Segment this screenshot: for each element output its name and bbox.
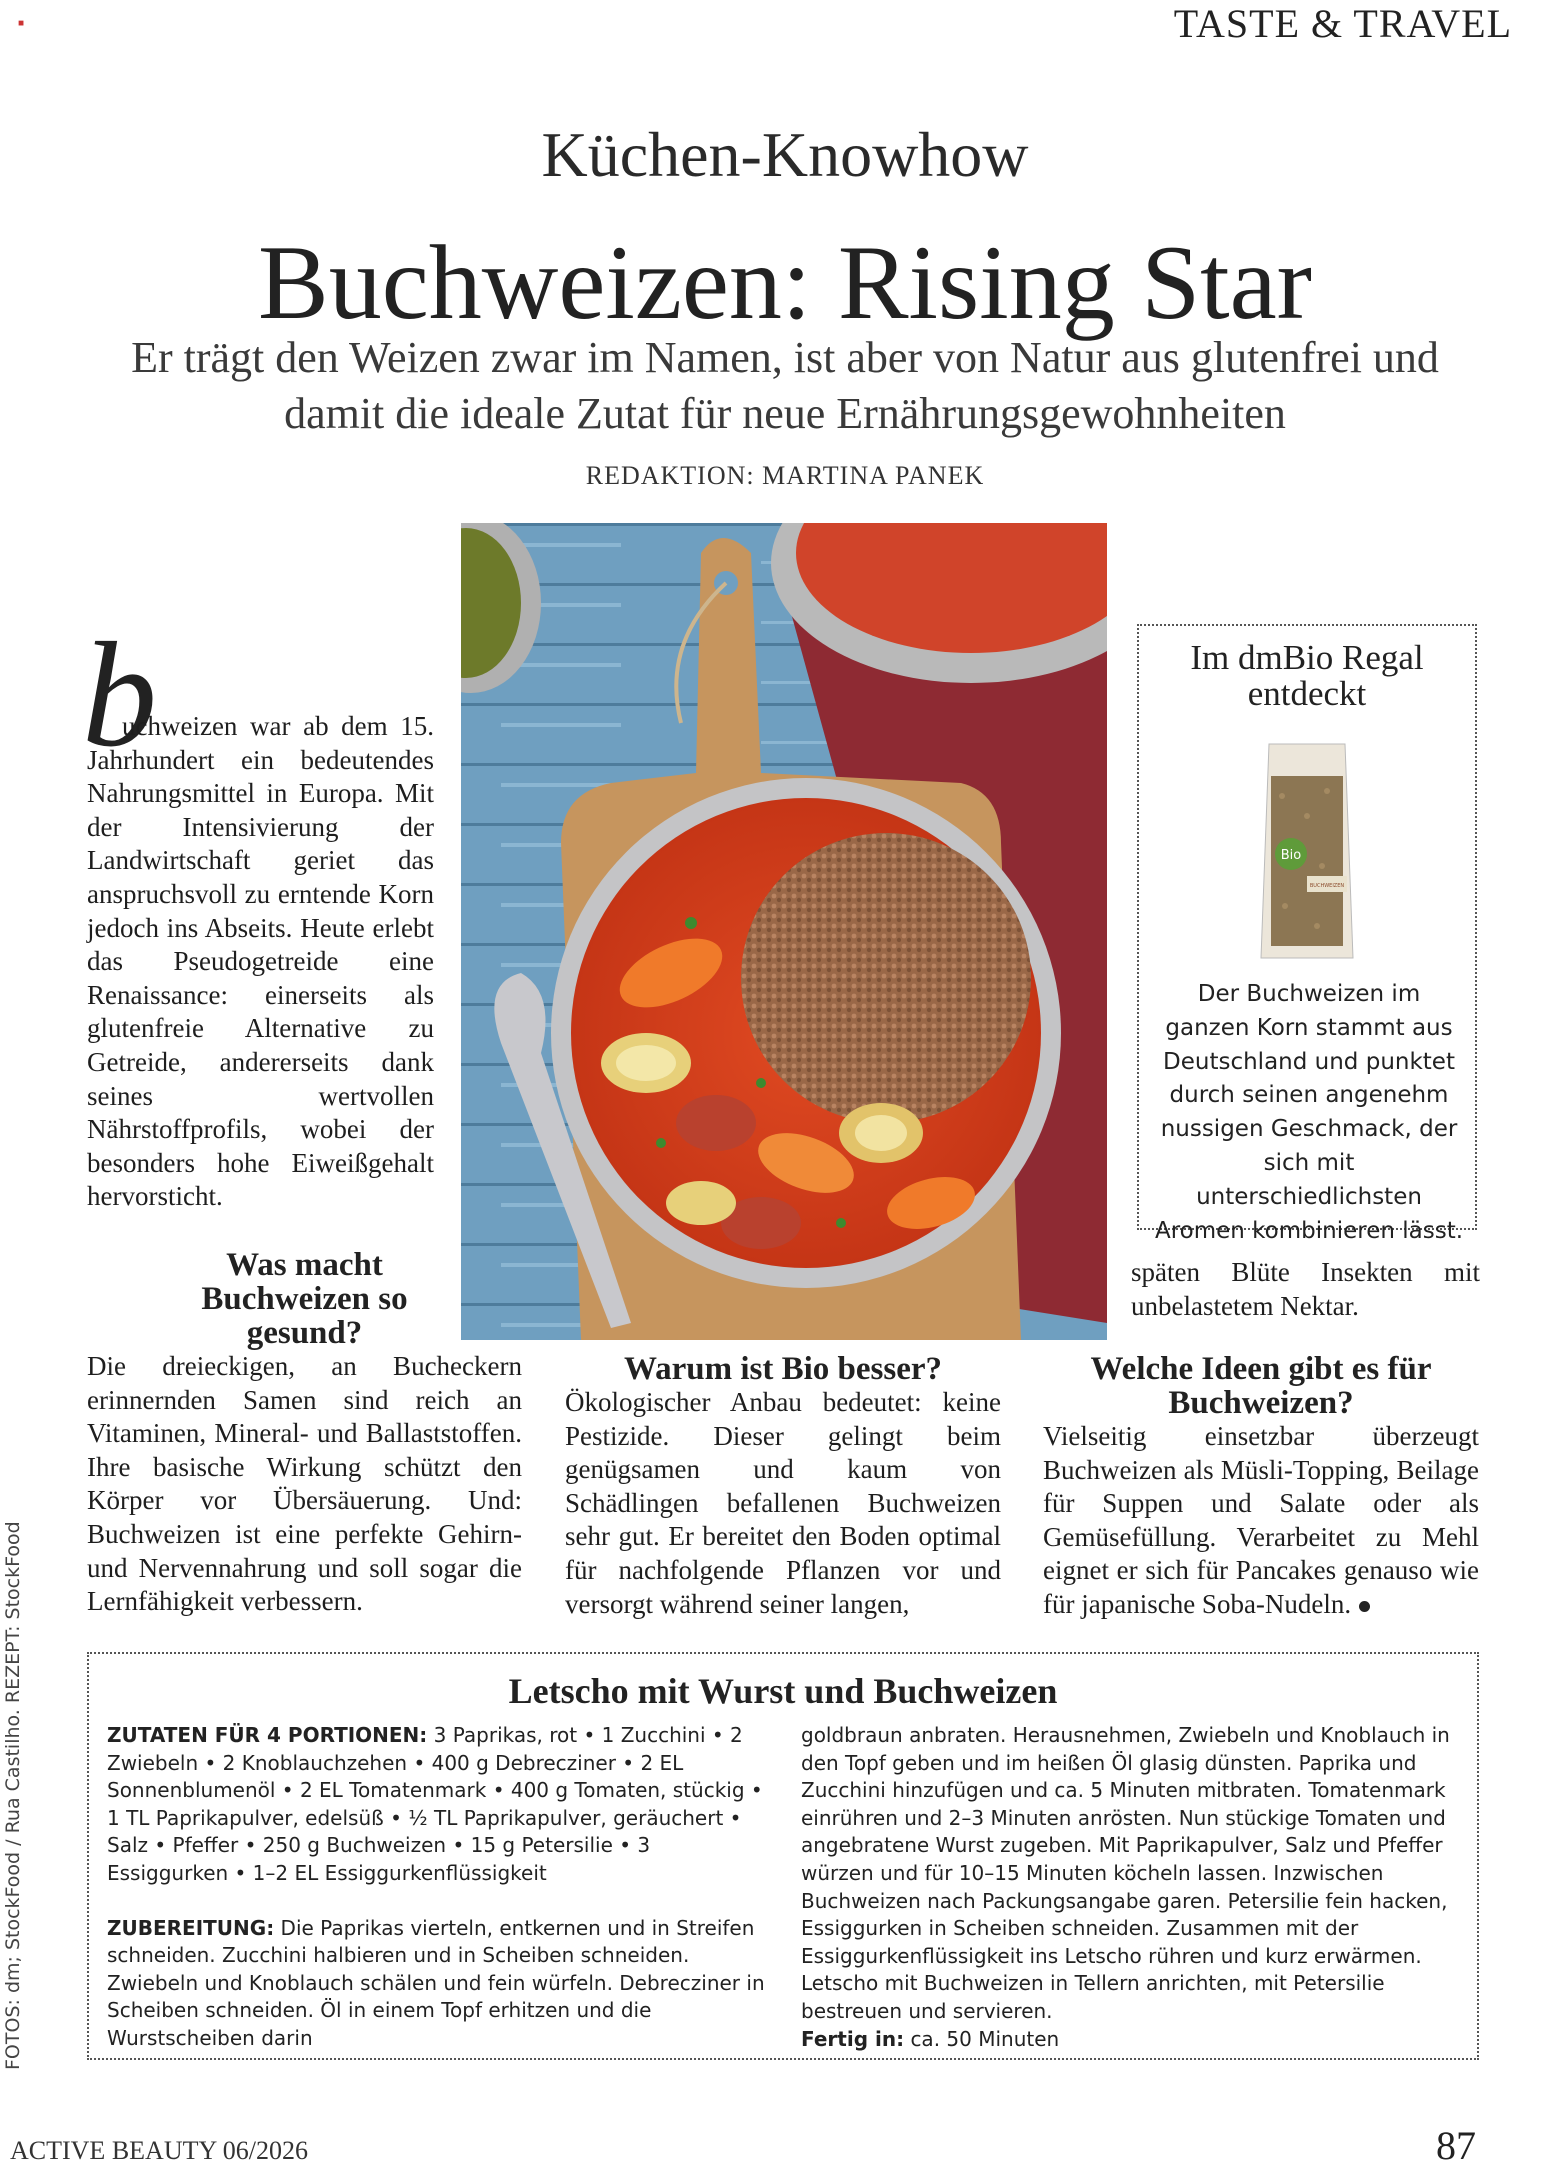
section-label: TASTE & TRAVEL [1173,1,1512,46]
article-headline: Buchweizen: Rising Star [258,224,1312,341]
product-logo: Bio [1280,848,1302,863]
page-number: 87 [1436,2123,1476,2168]
ingredients-label: ZUTATEN FÜR 4 PORTIONEN: [107,1723,428,1747]
bio-continuation [1131,1256,1480,1323]
ingredients [107,1722,777,1888]
product-package-icon [1257,736,1357,966]
dish-photo [461,523,1107,1340]
recipe-box [87,1652,1479,2060]
time-label: Fertig in: [801,2026,905,2051]
dm-product-box [1137,624,1477,1244]
intro-text: uchweizen war ab dem 15. Jahrhundert ein bedeutendes Nahrungsmittel in Europa. Mit der Intensivierung der Landwirtschaft geriet das anspruchsvoll zu erntende Korn jedoch ins Abseits. Heute erlebt das Pseudogetreide eine Renaissance: einerseits als glutenfreie Alternative zu Getreide, andererseits dank seines wertvollen Nährstoffprofils, wobei der besonders hohe Eiweißgehalt hervorsticht. [87,711,434,1212]
dish-illustration [461,523,1107,1340]
deck-line-2: damit die ideale Zutat für neue Ernährungsgewohnheiten [284,389,1286,438]
section-healthy [87,1248,522,1619]
heading-ideas: Welche Ideen gibt es für Buchweizen? [1090,1351,1432,1421]
recipe-title: Letscho mit Wurst und Buchweizen [508,1671,1058,1711]
photo-credits: FOTOS: dm; StockFood / Rua Castilho. REZEPT: StockFood [2,1521,24,2070]
text-bio: Ökologischer Anbau bedeutet: keine Pestizide. Dieser gelingt beim genügsamen und kaum von Schädlingen befallenen Buchweizen sehr gut. Er bereitet den Boden optimal für nachfolgende Pflanzen vor und versorgt während seiner langen, [565,1387,1001,1619]
dm-box-text: Der Buchweizen im ganzen Korn stammt aus Deutschland und punktet durch seinen angenehm nussigen Geschmack, der sich mit unterschiedlichsten Aromen kombinieren lässt. [1154,981,1464,1244]
cooking-time [801,2026,1456,2054]
heading-healthy: Was macht Buchweizen so gesund? [201,1247,408,1351]
recipe-left-column [107,1722,777,2053]
intro-paragraph [87,710,434,1214]
buckwheat [741,833,1031,1123]
ingredients-list: 3 Paprikas, rot • 1 Zucchini • 2 Zwiebeln • 2 Knoblauchzehen • 400 g Debrecziner • 2 EL Sonnenblumenöl • 2 EL Tomatenmark • 400 g Tomaten, stückig • 1 TL Paprikapulver, edelsüß • ½ TL Paprikapulver, geräuchert • Salz • Pfeffer • 250 g Buchweizen • 15 g Petersilie • 3 Essiggurken • 1–2 EL Essiggurkenflüssigkeit [107,1723,763,1885]
dm-box-title: Im dmBio Regal entdeckt [1190,638,1424,713]
heading-bio: Warum ist Bio besser? [623,1351,943,1387]
end-mark-icon [1359,1601,1370,1612]
drop-cap: b [82,612,157,778]
preparation [107,1915,777,2053]
preparation-text-left: Die Paprikas vierteln, entkernen und in Streifen schneiden. Zucchini halbieren und in Scheiben schneiden. Zwiebeln und Knoblauch schälen und fein würfeln. Debrecziner in Scheiben schneiden. Öl in einem Topf erhitzen und die Wurstscheiben darin [107,1915,765,2050]
section-bio [565,1352,1001,1621]
deck-line-1: Er trägt den Weizen zwar im Namen, ist aber von Natur aus glutenfrei und [131,333,1439,382]
time-value: ca. 50 Minuten [910,2026,1060,2051]
footer-magazine: ACTIVE BEAUTY 06/2026 [10,2136,309,2165]
text-ideas: Vielseitig einsetzbar überzeugt Buchweizen als Müsli-Topping, Beilage für Suppen und Salate oder als Gemüsefüllung. Verarbeitet zu Mehl eignet er sich für Pancakes genauso wie für japanische Soba-Nudeln. [1043,1421,1479,1619]
article-deck [80,330,1490,442]
section-ideas [1043,1352,1479,1622]
article-byline: REDAKTION: MARTINA PANEK [585,461,985,490]
corner-color-mark: ■ [18,18,25,29]
preparation-text-right: goldbraun anbraten. Herausnehmen, Zwiebeln und Knoblauch in den Topf geben und im heißen Öl glasig dünsten. Paprika und Zucchini hinzufügen und ca. 5 Minuten mitbraten. Tomatenmark einrühren und 2–3 Minuten anrösten. Nun stückige Tomaten und angebratene Wurst zugeben. Mit Paprikapulver, Salz und Pfeffer würzen und für 10–15 Minuten köcheln lassen. Inzwischen Buchweizen nach Packungsangabe garen. Petersilie fein hacken, Essiggurken in Scheiben schneiden. Zusammen mit der Essiggurkenflüssigkeit ins Letscho rühren und kurz erwärmen. Letscho mit Buchweizen in Tellern anrichten, mit Petersilie bestreuen und servieren. [801,1723,1450,2023]
text-bio-continued: späten Blüte Insekten mit unbelastetem Nektar. [1131,1257,1480,1321]
product-label: BUCHWEIZEN [1309,883,1345,889]
recipe-right-column [801,1722,1456,2053]
article-kicker: Küchen-Knowhow [541,119,1029,190]
preparation-label: ZUBEREITUNG: [107,1915,275,1940]
text-healthy: Die dreieckigen, an Bucheckern erinnernden Samen sind reich an Vitaminen, Mineral- und Ballaststoffen. Ihre basische Wirkung schützt den Körper vor Übersäuerung. Und: Buchweizen ist eine perfekte Gehirn- und Nervennahrung und soll sogar die Lernfähigkeit verbessern. [87,1351,522,1617]
